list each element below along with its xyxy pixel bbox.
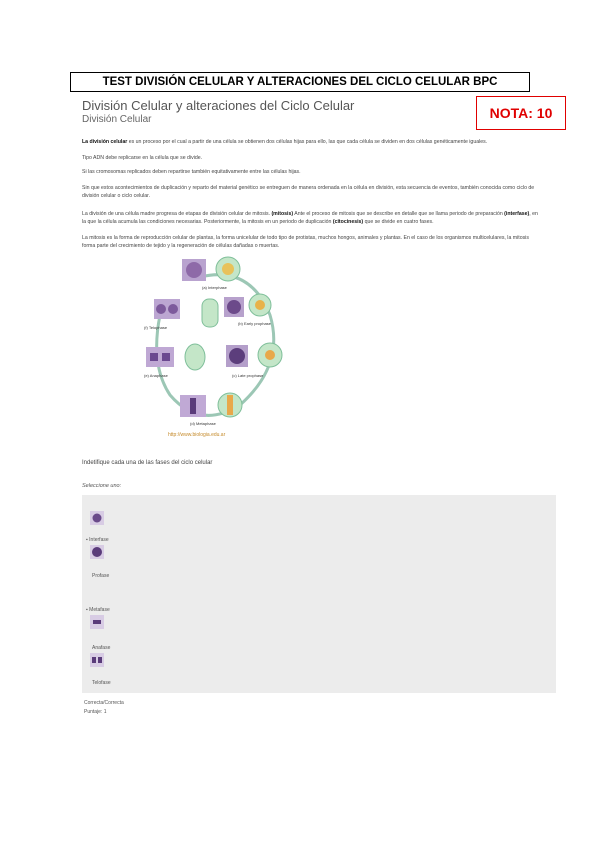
para1-text: es un proceso por el cual a partir de una célula se obtienen dos células hijas para ello, las que cada célula se dividen en dos células genéticamente iguales. <box>127 139 488 145</box>
result-status: Correcta/Correcta <box>84 700 124 706</box>
quiz-question: Indetifique cada una de las fases del ciclo celular <box>82 460 213 466</box>
paragraph-1 <box>82 138 542 146</box>
para5-bold-3: (citocinesis) <box>332 219 364 225</box>
drawing-metaphase-plate <box>227 395 233 415</box>
para5-text-d: que se divide en cuatro fases. <box>363 219 434 225</box>
label-late-prophase: (c) Late prophase <box>232 373 264 378</box>
drawing-early-prophase-chromatin <box>255 300 265 310</box>
label-early-prophase: (b) Early prophase <box>238 321 271 326</box>
figure-credit-link[interactable]: http://www.biologia.edu.ar <box>168 432 226 438</box>
drawing-interphase-nucleus <box>222 263 234 275</box>
photo-anaphase-set-2 <box>162 353 170 361</box>
para1-bold: La división celular <box>82 139 128 145</box>
paragraph-5 <box>82 210 542 226</box>
photo-metaphase-plate <box>190 398 196 414</box>
answer-item-label: Metafase <box>89 607 110 613</box>
bullet-icon: ▪ <box>86 607 90 613</box>
answer-item-interfase[interactable] <box>86 537 109 543</box>
section-subheading: División Celular <box>82 114 152 125</box>
label-interphase: (a) Interphase <box>202 285 227 290</box>
result-score: Puntaje: 1 <box>84 709 107 715</box>
photo-interphase-nucleus <box>186 262 202 278</box>
drawing-late-prophase-chromosomes <box>265 350 275 360</box>
para5-text-b: Ante el proceso de mitosis que se describe en detalle que se llama periodo de preparación <box>293 211 505 217</box>
answer-item-metafase[interactable] <box>86 607 110 613</box>
thumb-anafase-icon <box>90 653 104 667</box>
label-telophase: (f) Telophase <box>144 325 168 330</box>
answer-item-anafase[interactable]: Anafase <box>92 645 111 651</box>
paragraph-2: Tipo ADN debe replicarse en la célula que se divide. <box>82 155 203 161</box>
paragraph-6: La mitosis es la forma de reproducción celular de plantas, la forma unicelular de todo tipo de protistas, muchos hongos, animales y plantas. En el caso de los organismos multicelulares, la mitosis forma parte del crecimiento de tejido y la regeneración de células dañadas o muertas. <box>82 235 529 249</box>
photo-late-prophase-chromosomes <box>229 348 245 364</box>
thumb-metafase-icon <box>90 615 104 629</box>
label-metaphase: (d) Metaphase <box>190 421 216 426</box>
para5-text-c: , en la que la célula acumula las condiciones necesarias. Posteriormente, la mitosis en un periodo de duplicación <box>82 211 538 225</box>
photo-anaphase-set-1 <box>150 353 158 361</box>
photo-early-prophase-nucleus <box>227 300 241 314</box>
thumb-profase-icon <box>90 545 104 559</box>
grade-badge: NOTA: 10 <box>476 96 566 130</box>
answer-item-telofase[interactable]: Telofase <box>92 680 111 686</box>
answer-box <box>82 495 556 693</box>
label-anaphase: (e) Anaphase <box>144 373 168 378</box>
answer-item-label: Interfase <box>89 537 109 543</box>
photo-telophase-nucleus-2 <box>168 304 178 314</box>
photo-telophase-nucleus-1 <box>156 304 166 314</box>
para5-text-a: La división de una célula madre progresa de etapas de división celular de mitosis. <box>82 211 272 217</box>
thumb-interphase-icon <box>90 511 104 525</box>
bullet-icon: ▪ <box>86 537 90 543</box>
drawing-anaphase <box>185 344 205 370</box>
drawing-telophase <box>202 299 218 327</box>
paragraph-4: Sin que estos acontecimientos de duplicación y reparto del material genético se entreguen de manera ordenada en la célula en división, esta secuencia de eventos, también conocida como ciclo de división celular o ciclo celular. <box>82 185 535 199</box>
section-heading: División Celular y alteraciones del Ciclo Celular <box>82 98 355 113</box>
cell-cycle-diagram <box>140 255 300 435</box>
test-title: TEST DIVISIÓN CELULAR Y ALTERACIONES DEL CICLO CELULAR BPC <box>70 72 530 92</box>
answer-item-profase[interactable]: Profase <box>92 573 110 579</box>
answer-label: Seleccione uno: <box>82 483 122 489</box>
paragraph-3: Si las cromosomas replicados deben repartirse también equitativamente entre las células hijas. <box>82 169 301 175</box>
para5-bold-2: (interfase) <box>504 211 530 217</box>
para5-bold-1: (mitosis) <box>271 211 294 217</box>
